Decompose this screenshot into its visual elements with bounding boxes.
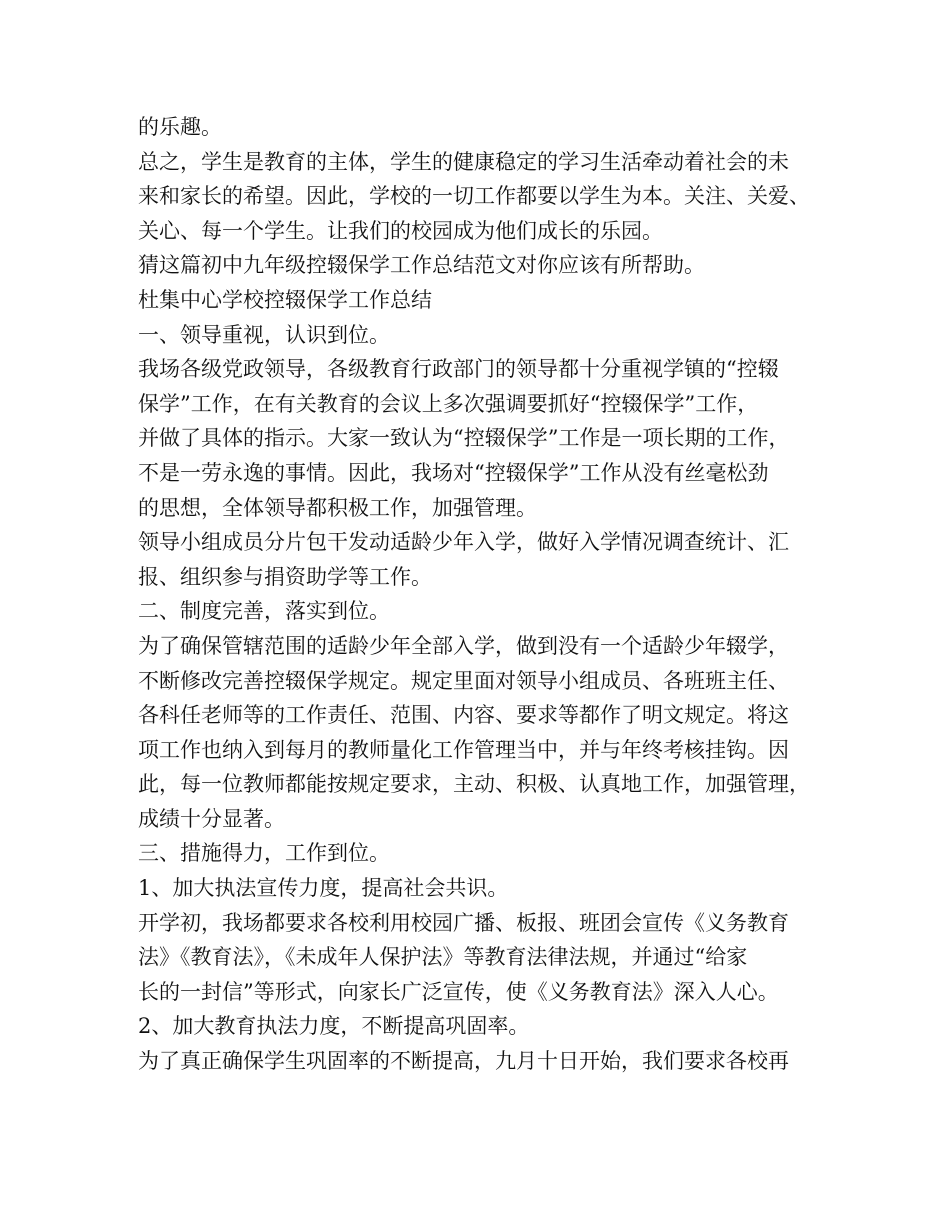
text-line: 我场各级党政领导，各级教育行政部门的领导都十分重视学镇的“控辍 [138,357,779,382]
text-line: 成绩十分显著。 [138,806,285,831]
subsection-heading: 2、加大教育执法力度，不断提高巩固率。 [138,1014,530,1039]
text-line: 不断修改完善控辍保学规定。规定里面对领导小组成员、各班班主任、 [138,668,789,693]
text-line: 长的一封信”等形式，向家长广泛宣传，使《义务教育法》深入人心。 [138,979,779,1004]
section-heading: 二、制度完善，落实到位。 [138,599,390,624]
text-line: 报、组织参与捐资助学等工作。 [138,564,432,589]
section-heading: 三、措施得力，工作到位。 [138,841,390,866]
text-line: 来和家长的希望。因此，学校的一切工作都要以学生为本。关注、关爱、 [138,184,810,209]
text-line: 不是一劳永逸的事情。因此，我场对“控辍保学”工作从没有丝毫松劲 [138,460,769,485]
text-line: 开学初，我场都要求各校利用校园广播、板报、班团会宣传《义务教育 [138,910,789,935]
text-line: 为了真正确保学生巩固率的不断提高，九月十日开始，我们要求各校再 [138,1049,789,1074]
text-line: 领导小组成员分片包干发动适龄少年入学，做好入学情况调查统计、汇 [138,530,789,555]
text-line: 的乐趣。 [138,115,222,139]
text-line: 项工作也纳入到每月的教师量化工作管理当中，并与年终考核挂钩。因 [138,737,789,762]
text-line: 法》《教育法》，《未成年人保护法》等教育法律法规，并通过“给家 [138,945,748,970]
text-line: 为了确保管辖范围的适龄少年全部入学，做到没有一个适龄少年辍学， [138,633,789,658]
subsection-heading: 1、加大执法宣传力度，提高社会共识。 [138,876,509,901]
text-line: 各科任老师等的工作责任、范围、内容、要求等都作了明文规定。将这 [138,703,789,728]
text-line: 保学”工作，在有关教育的会议上多次强调要抓好“控辍保学”工作， [138,391,759,416]
text-line: 猜这篇初中九年级控辍保学工作总结范文对你应该有所帮助。 [138,253,705,278]
text-line: 关心、每一个学生。让我们的校园成为他们成长的乐园。 [138,218,663,243]
section-heading: 一、领导重视，认识到位。 [138,322,390,347]
document-title: 杜集中心学校控辍保学工作总结 [138,287,432,312]
text-line: 此，每一位教师都能按规定要求，主动、积极、认真地工作，加强管理， [138,772,810,797]
text-line: 总之，学生是教育的主体，学生的健康稳定的学习生活牵动着社会的未 [138,149,789,174]
text-line: 的思想，全体领导都积极工作，加强管理。 [138,495,537,520]
text-line: 并做了具体的指示。大家一致认为“控辍保学”工作是一项长期的工作， [138,426,790,451]
document-body [138,110,838,1079]
